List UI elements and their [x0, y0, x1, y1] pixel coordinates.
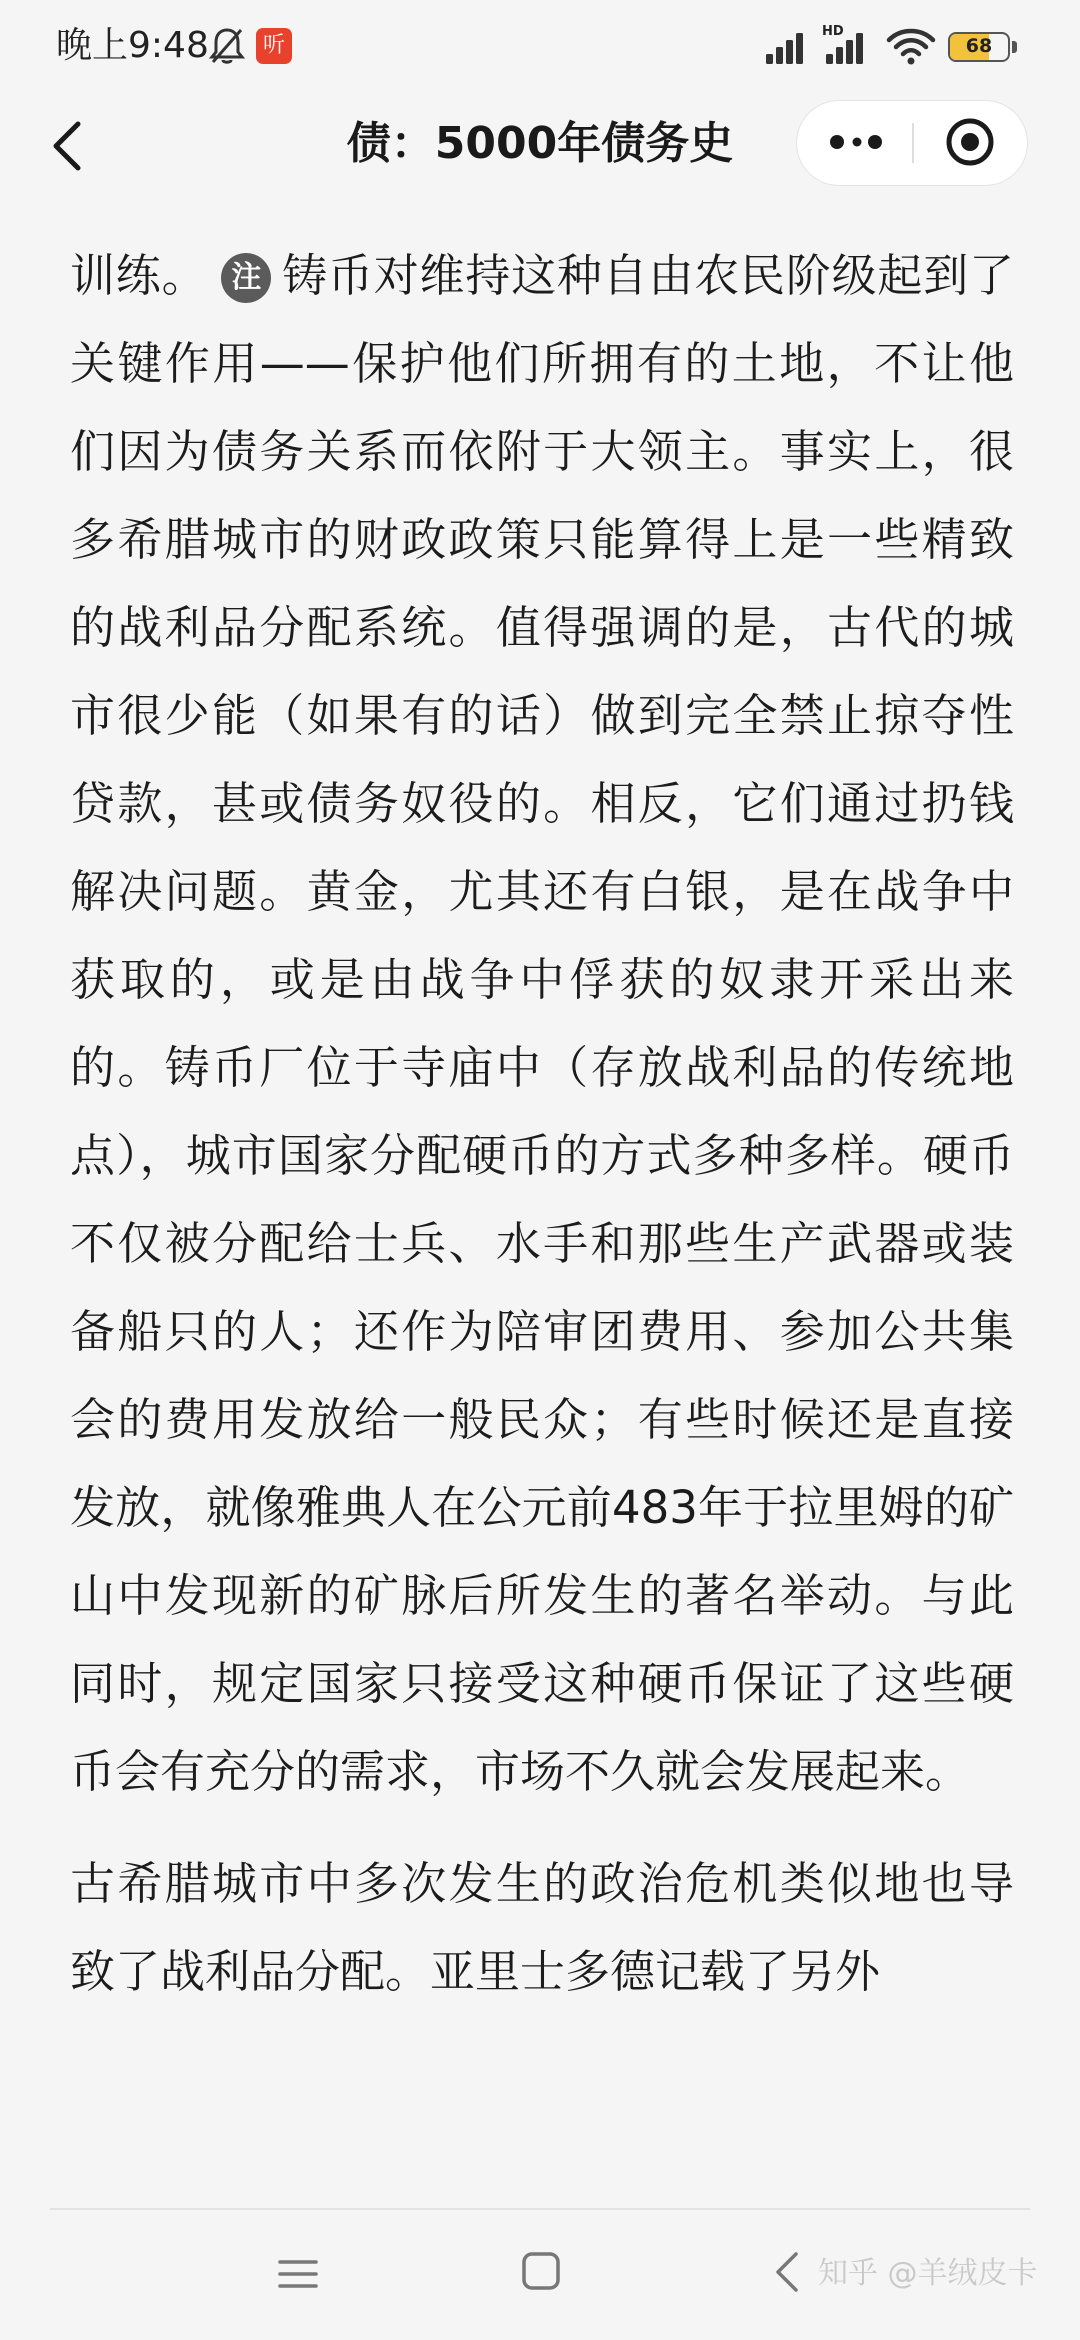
system-navigation-bar — [0, 2210, 1080, 2340]
back-arrow-icon[interactable] — [38, 116, 98, 176]
status-time: 晚上9:48 — [56, 25, 209, 66]
home-square-icon[interactable] — [520, 2250, 562, 2292]
paragraph-text: 铸币对维持这种自由农民阶级起到了关键作用——保护他们所拥有的土地，不让他们因为债务关系而依附于大领主。事实上，很多希腊城市的财政政策只能算得上是一些精致的战利品分配系统。值得强调的是，古代的城市很少能（如果有的话）做到完全禁止掠夺性贷款，甚或债务奴役的。相反，它们通过扔钱解决问题。黄金，尤其还有白银，是在战争中获取的，或是由战争中俘获的奴隶开采出来的。铸币厂位于寺庙中（存放战利品的传统地点），城市国家分配硬币的方式多种多样。硬币不仅被分配给士兵、水手和那些生产武器或装备船只的人；还作为陪审团费用、参加公共集会的费用发放给一般民众；有些时候还是直接发放，就像雅典人在公元前483年于拉里姆的矿山中发现新的矿脉后所发生的著名举动。与此同时，规定国家只接受这种硬币保证了这些硬币会有充分的需求，市场不久就会发展起来。 — [70, 249, 1014, 1798]
app-notification-badge: 听 — [256, 28, 292, 64]
capsule-menu — [796, 100, 1028, 186]
network-hd-label: HD — [822, 24, 844, 39]
mute-bell-icon — [208, 26, 246, 66]
paragraph-text: 训练。 — [70, 249, 208, 302]
status-bar — [0, 0, 1080, 96]
wifi-icon — [886, 26, 936, 66]
mini-program-header — [0, 96, 1080, 192]
signal-icon — [766, 30, 814, 64]
zhihu-watermark: 知乎 @羊绒皮卡 — [818, 2256, 1038, 2291]
article-paragraph — [70, 232, 1014, 1816]
target-close-icon[interactable] — [913, 101, 1027, 184]
battery-tip — [1012, 41, 1017, 53]
signal-hd-icon — [822, 30, 870, 64]
more-dots-icon[interactable] — [797, 101, 913, 184]
article-body — [70, 232, 1014, 2016]
battery-level-text: 68 — [965, 35, 993, 57]
article-paragraph — [70, 1840, 1014, 2016]
back-chevron-icon[interactable] — [770, 2248, 806, 2296]
battery-icon — [948, 32, 1010, 62]
footnote-badge[interactable]: 注 — [221, 253, 271, 303]
page-title: 债：5000年债务史 — [346, 118, 734, 169]
paragraph-text: 古希腊城市中多次发生的政治危机类似地也导致了战利品分配。亚里士多德记载了另外 — [70, 1857, 1014, 1998]
menu-icon[interactable] — [276, 2252, 320, 2296]
